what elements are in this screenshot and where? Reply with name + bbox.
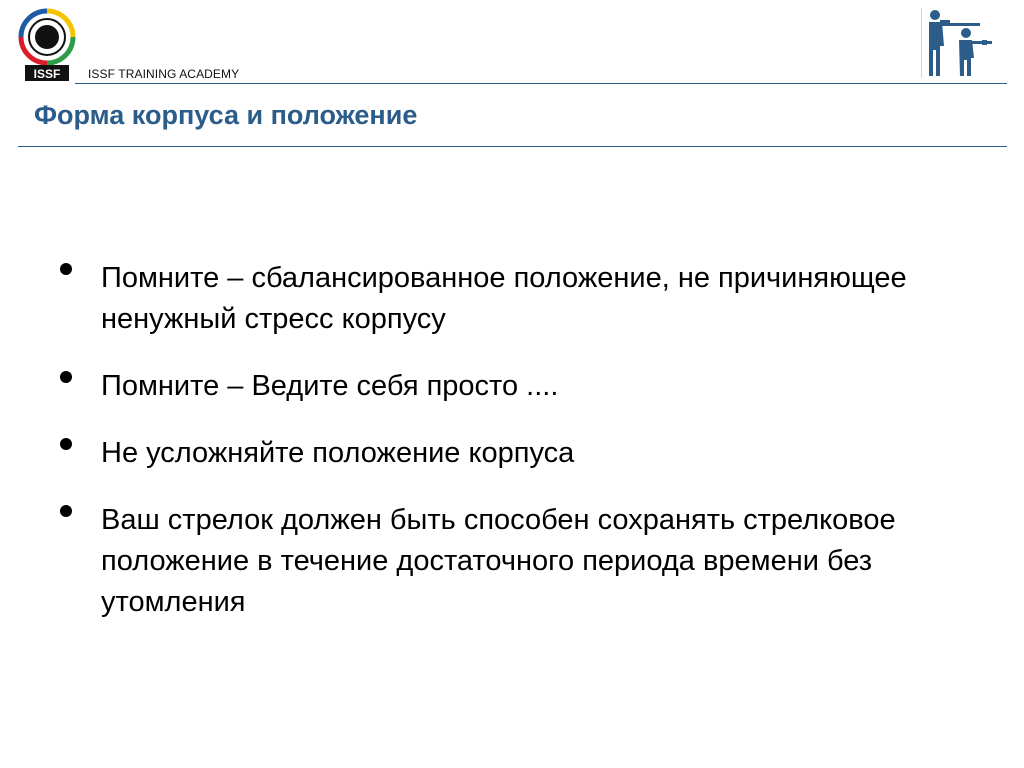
- header-divider: [75, 83, 1007, 84]
- bullet-dot-icon: [60, 371, 72, 383]
- list-item-text: Не усложняйте положение корпуса: [101, 437, 575, 469]
- logo-text: ISSF: [33, 67, 61, 81]
- bullet-dot-icon: [60, 263, 72, 275]
- slide-title: Форма корпуса и положение: [34, 100, 418, 130]
- bullet-list: [60, 258, 960, 649]
- list-item-text: Ваш стрелок должен быть способен сохранять стрелковое положение в течение достаточного периода времени без утомления: [101, 504, 896, 618]
- list-item: [60, 366, 960, 407]
- list-item-text: Помните – Ведите себя просто ....: [101, 370, 559, 402]
- list-item-text: Помните – сбалансированное положение, не причиняющее ненужный стресс корпусу: [101, 262, 907, 335]
- bullet-dot-icon: [60, 438, 72, 450]
- bullet-dot-icon: [60, 505, 72, 517]
- list-item: [60, 433, 960, 474]
- list-item: [60, 258, 960, 340]
- issf-logo-icon: [18, 8, 76, 84]
- title-divider: [18, 146, 1007, 147]
- academy-name: ISSF TRAINING ACADEMY: [88, 67, 240, 81]
- list-item: [60, 500, 960, 623]
- shooters-icon: [920, 6, 1002, 80]
